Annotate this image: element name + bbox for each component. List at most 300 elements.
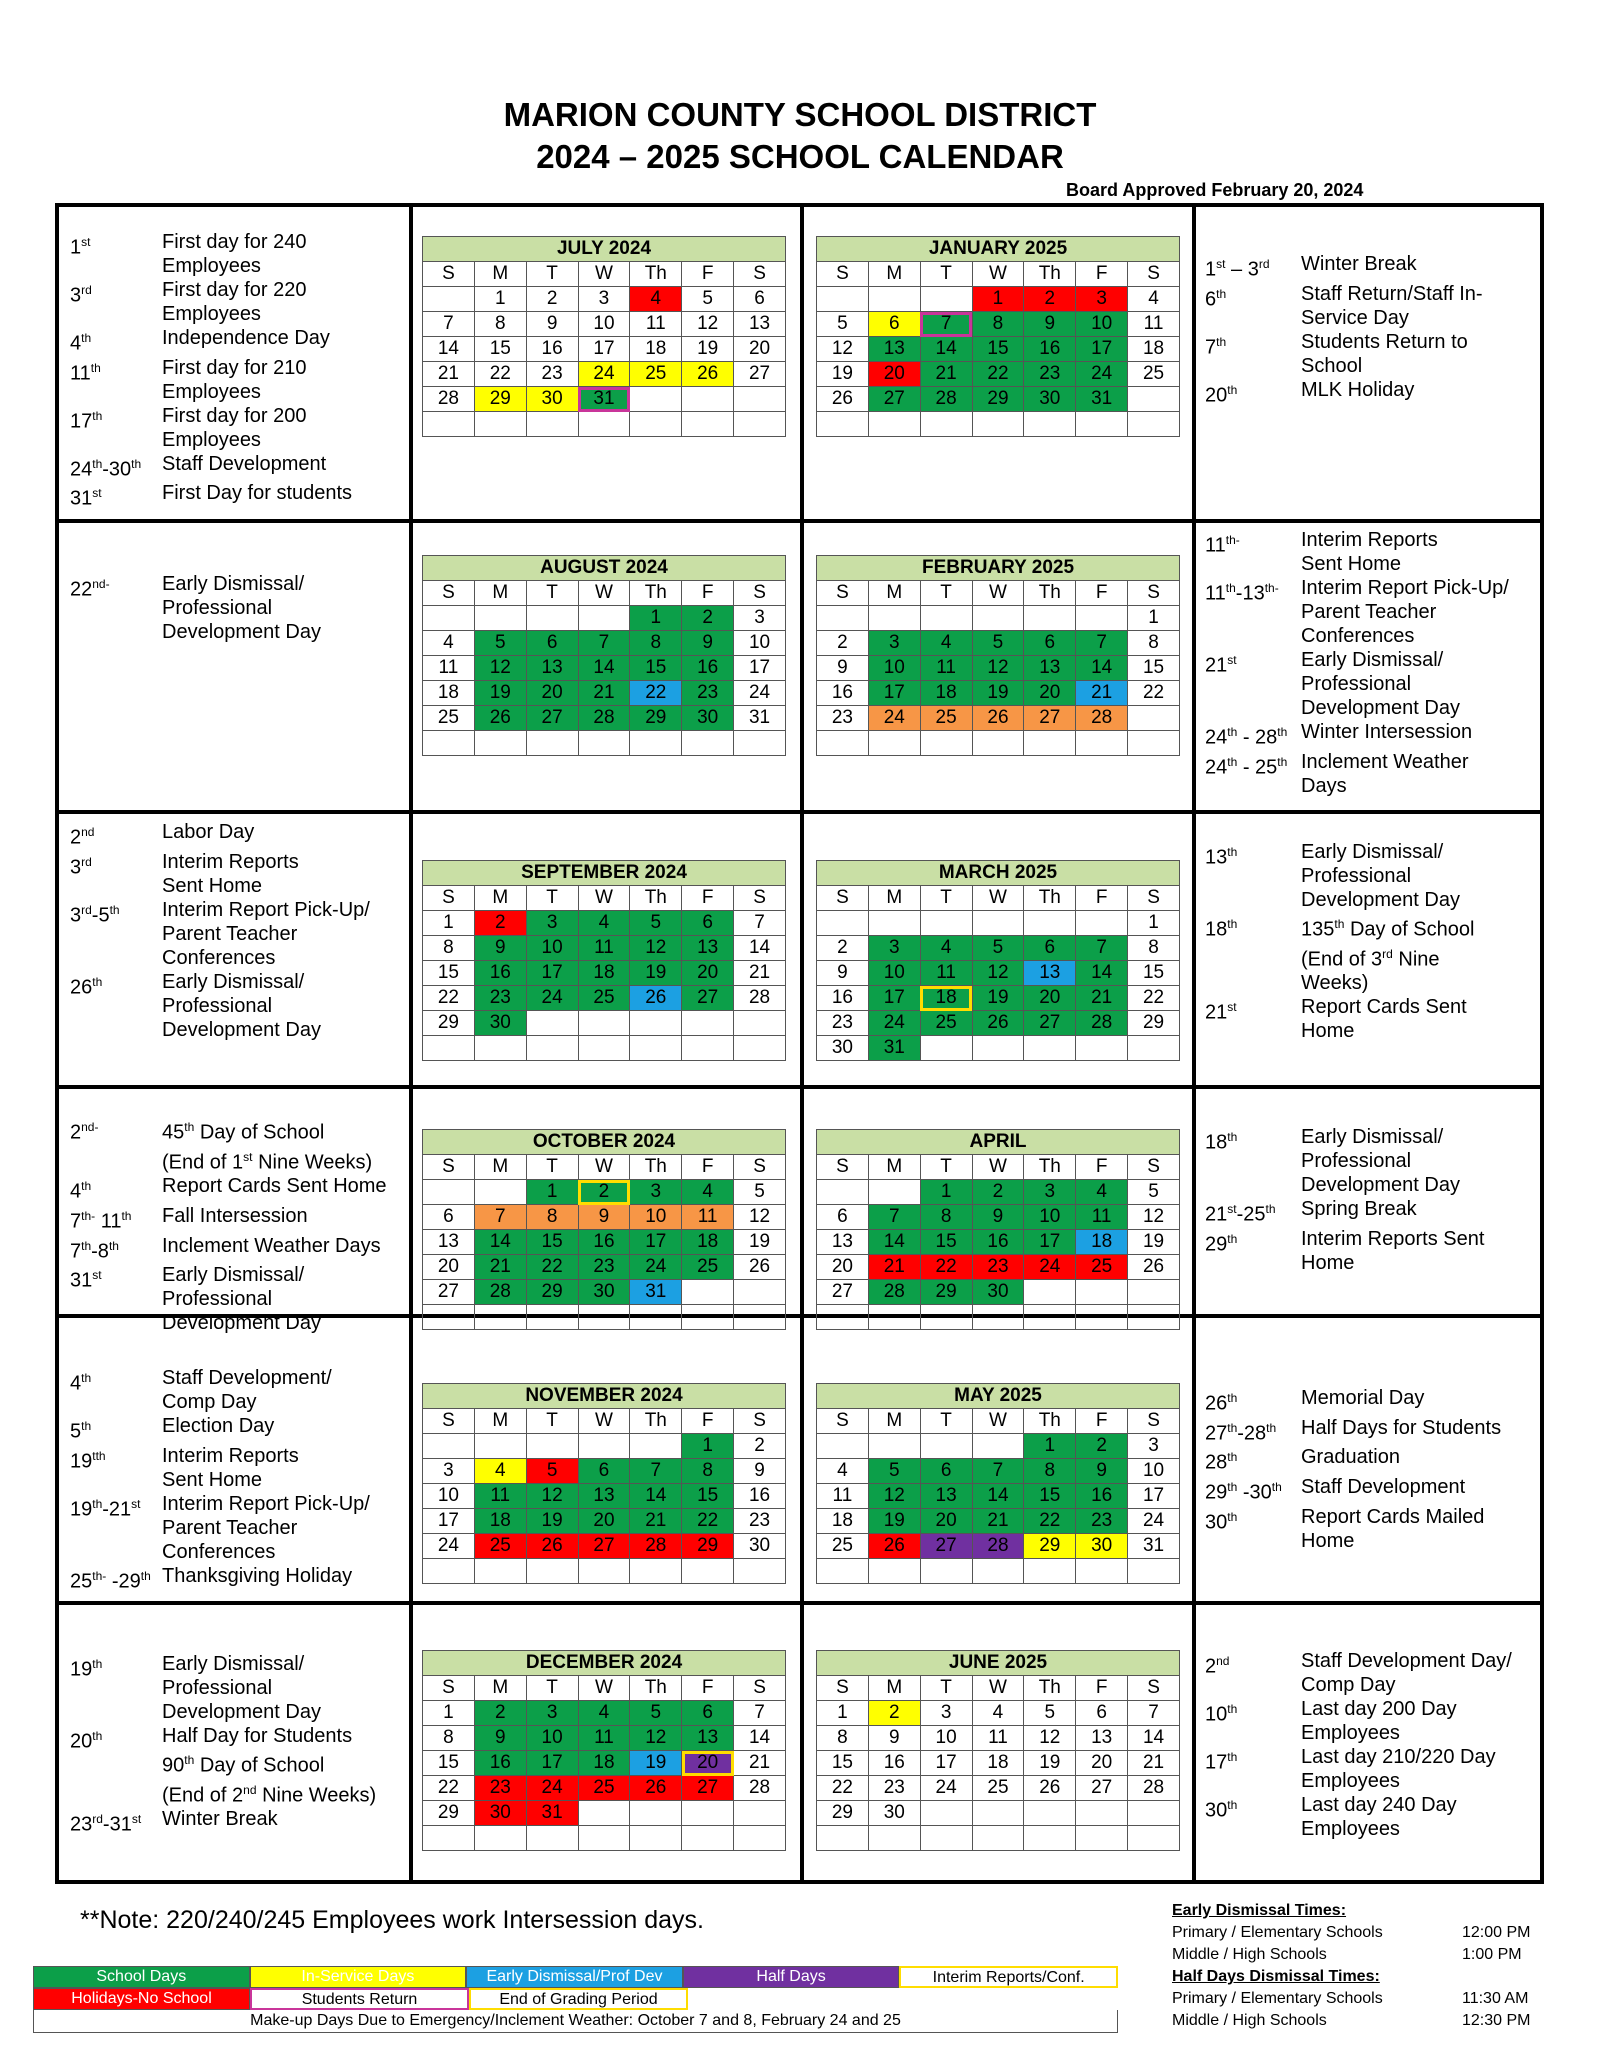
left-events-2 — [70, 820, 400, 1042]
day-15: 15 — [423, 961, 475, 986]
event-item: 26th Memorial Day — [1205, 1387, 1425, 1415]
day-30: 30 — [578, 1280, 630, 1305]
event-item: 3rd-5th Interim Report Pick-Up/ Parent Teacher Conferences — [70, 898, 370, 969]
day-11: 11 — [578, 1726, 630, 1751]
weekday-header: W — [578, 1676, 630, 1701]
month-title: SEPTEMBER 2024 — [422, 860, 786, 885]
empty-day — [578, 1434, 630, 1459]
empty-day — [868, 1434, 920, 1459]
day-25: 25 — [1076, 1255, 1128, 1280]
weekday-header: M — [868, 1155, 920, 1180]
calendar-mar — [816, 860, 1180, 1061]
empty-day — [578, 606, 630, 631]
day-1: 1 — [682, 1434, 734, 1459]
day-23: 23 — [578, 1255, 630, 1280]
calendar-feb — [816, 555, 1180, 756]
event-item: 20th MLK Holiday — [1205, 378, 1415, 407]
weekday-header: Th — [630, 1676, 682, 1701]
day-13: 13 — [1076, 1726, 1128, 1751]
day-29: 29 — [1128, 1011, 1180, 1036]
empty-day — [423, 1305, 475, 1330]
event-item: 7th Students Return to School — [1205, 330, 1468, 377]
day-4: 4 — [578, 911, 630, 936]
empty-day — [682, 1280, 734, 1305]
day-9: 9 — [1024, 312, 1076, 337]
day-11: 11 — [423, 656, 475, 681]
day-16: 16 — [682, 656, 734, 681]
day-29: 29 — [423, 1801, 475, 1826]
day-19: 19 — [734, 1230, 786, 1255]
empty-day — [526, 1559, 578, 1584]
empty-day — [920, 287, 972, 312]
weekday-header: S — [734, 262, 786, 287]
day-26: 26 — [972, 706, 1024, 731]
weekday-header: W — [578, 1409, 630, 1434]
empty-day — [1128, 1559, 1180, 1584]
day-12: 12 — [682, 312, 734, 337]
day-23: 23 — [526, 362, 578, 387]
legend-interim-reports: Interim Reports/Conf. — [899, 1966, 1118, 1988]
day-30: 30 — [526, 387, 578, 412]
day-4: 4 — [423, 631, 475, 656]
legend-inservice-days: In-Service Days — [250, 1966, 467, 1988]
day-12: 12 — [630, 1726, 682, 1751]
empty-day — [1076, 1305, 1128, 1330]
empty-day — [868, 1559, 920, 1584]
event-item: 10th Last day 200 Day Employees — [1205, 1698, 1457, 1744]
empty-day — [526, 731, 578, 756]
weekday-header: F — [682, 1409, 734, 1434]
weekday-header: S — [817, 581, 869, 606]
day-9: 9 — [526, 312, 578, 337]
day-14: 14 — [1076, 656, 1128, 681]
event-item: 1st – 3rd Winter Break — [1205, 253, 1417, 281]
event-item: 2nd Staff Development Day/ Comp Day — [1205, 1650, 1512, 1696]
empty-day — [630, 1305, 682, 1330]
calendar-jul — [422, 236, 786, 437]
day-23: 23 — [817, 706, 869, 731]
day-5: 5 — [868, 1459, 920, 1484]
weekday-header: T — [526, 1155, 578, 1180]
day-23: 23 — [474, 1776, 526, 1801]
weekday-header: Th — [630, 1409, 682, 1434]
time-value: 1:00 PM — [1462, 1946, 1522, 1963]
empty-day — [1024, 606, 1076, 631]
weekday-header: T — [920, 1409, 972, 1434]
weekday-header: T — [526, 581, 578, 606]
day-4: 4 — [682, 1180, 734, 1205]
event-item: 27th-28th Half Days for Students — [1205, 1416, 1502, 1445]
event-item: $11th-13^{th-}$ Interim Report Pick-Up/ Parent Teacher Conferences — [1205, 577, 1509, 647]
day-18: 18 — [972, 1751, 1024, 1776]
calendar-title: 2024 – 2025 SCHOOL CALENDAR — [536, 138, 1064, 175]
day-24: 24 — [526, 986, 578, 1011]
day-8: 8 — [526, 1205, 578, 1230]
day-9: 9 — [474, 1726, 526, 1751]
day-1: 1 — [423, 1701, 475, 1726]
empty-day — [682, 1801, 734, 1826]
day-17: 17 — [868, 986, 920, 1011]
empty-day — [1024, 1280, 1076, 1305]
weekday-header: M — [868, 1409, 920, 1434]
day-13: 13 — [682, 936, 734, 961]
day-30: 30 — [682, 706, 734, 731]
day-30: 30 — [972, 1280, 1024, 1305]
weekday-header: F — [682, 886, 734, 911]
weekday-header: F — [1076, 1409, 1128, 1434]
day-3: 3 — [423, 1459, 475, 1484]
day-27: 27 — [817, 1280, 869, 1305]
day-22: 22 — [1024, 1509, 1076, 1534]
empty-day — [734, 412, 786, 437]
weekday-header: S — [423, 886, 475, 911]
right-events-3 — [1205, 1125, 1535, 1275]
day-26: 26 — [1128, 1255, 1180, 1280]
day-26: 26 — [474, 706, 526, 731]
empty-day — [423, 731, 475, 756]
day-17: 17 — [526, 1751, 578, 1776]
day-17: 17 — [423, 1509, 475, 1534]
day-2: 2 — [682, 606, 734, 631]
day-21: 21 — [734, 1751, 786, 1776]
month-title: AUGUST 2024 — [422, 555, 786, 580]
day-8: 8 — [1128, 936, 1180, 961]
day-7: 7 — [972, 1459, 1024, 1484]
day-12: 12 — [1128, 1205, 1180, 1230]
day-9: 9 — [1076, 1459, 1128, 1484]
day-15: 15 — [972, 337, 1024, 362]
day-4: 4 — [578, 1701, 630, 1726]
calendar-jan — [816, 236, 1180, 437]
weekday-header: Th — [630, 886, 682, 911]
day-1: 1 — [817, 1701, 869, 1726]
day-26: 26 — [734, 1255, 786, 1280]
event-item: 21st Early Dismissal/ Professional Development Day — [1205, 649, 1460, 719]
day-15: 15 — [423, 1751, 475, 1776]
day-15: 15 — [630, 656, 682, 681]
day-31: 31 — [526, 1801, 578, 1826]
day-3: 3 — [1024, 1180, 1076, 1205]
day-21: 21 — [474, 1255, 526, 1280]
day-12: 12 — [972, 961, 1024, 986]
time-label: Middle / High Schools — [1172, 2012, 1327, 2029]
weekday-header: M — [868, 1676, 920, 1701]
weekday-header: S — [817, 1155, 869, 1180]
day-11: 11 — [578, 936, 630, 961]
day-14: 14 — [423, 337, 475, 362]
empty-day — [1128, 731, 1180, 756]
day-9: 9 — [868, 1726, 920, 1751]
day-28: 28 — [868, 1280, 920, 1305]
color-legend — [33, 1966, 1118, 2033]
day-10: 10 — [526, 936, 578, 961]
day-29: 29 — [682, 1534, 734, 1559]
empty-day — [920, 1801, 972, 1826]
day-7: 7 — [630, 1459, 682, 1484]
day-21: 21 — [423, 362, 475, 387]
day-15: 15 — [1128, 656, 1180, 681]
day-2: 2 — [734, 1434, 786, 1459]
day-18: 18 — [423, 681, 475, 706]
day-20: 20 — [578, 1509, 630, 1534]
weekday-header: T — [920, 1676, 972, 1701]
event-item: 2nd Labor Day — [70, 821, 255, 849]
day-26: 26 — [1024, 1776, 1076, 1801]
empty-day — [868, 287, 920, 312]
day-31: 31 — [1128, 1534, 1180, 1559]
empty-day — [526, 412, 578, 437]
day-1: 1 — [920, 1180, 972, 1205]
day-8: 8 — [1128, 631, 1180, 656]
district-title: MARION COUNTY SCHOOL DISTRICT — [503, 96, 1097, 133]
day-1: 1 — [1128, 911, 1180, 936]
empty-day — [526, 606, 578, 631]
day-6: 6 — [578, 1459, 630, 1484]
event-item: $19^{tth}$ Interim Reports Sent Home — [70, 1444, 299, 1491]
left-events-1 — [70, 572, 400, 644]
day-9: 9 — [972, 1205, 1024, 1230]
day-3: 3 — [868, 936, 920, 961]
event-item: 28th Graduation — [1205, 1446, 1400, 1474]
empty-day — [920, 606, 972, 631]
day-24: 24 — [868, 1011, 920, 1036]
day-19: 19 — [868, 1509, 920, 1534]
day-27: 27 — [868, 387, 920, 412]
day-4: 4 — [1128, 287, 1180, 312]
weekday-header: Th — [630, 1155, 682, 1180]
empty-day — [1128, 706, 1180, 731]
empty-day — [423, 1826, 475, 1851]
empty-day — [630, 1826, 682, 1851]
day-6: 6 — [682, 911, 734, 936]
day-11: 11 — [1076, 1205, 1128, 1230]
weekday-header: M — [868, 262, 920, 287]
empty-day — [817, 911, 869, 936]
empty-day — [578, 1801, 630, 1826]
empty-day — [817, 1434, 869, 1459]
day-19: 19 — [1024, 1751, 1076, 1776]
day-17: 17 — [630, 1230, 682, 1255]
empty-day — [920, 1826, 972, 1851]
day-17: 17 — [734, 656, 786, 681]
empty-day — [972, 412, 1024, 437]
day-22: 22 — [682, 1509, 734, 1534]
weekday-header: F — [682, 581, 734, 606]
day-30: 30 — [734, 1534, 786, 1559]
day-7: 7 — [578, 631, 630, 656]
empty-day — [868, 731, 920, 756]
empty-day — [423, 412, 475, 437]
day-25: 25 — [423, 706, 475, 731]
day-13: 13 — [868, 337, 920, 362]
empty-day — [817, 1826, 869, 1851]
weekday-header: S — [734, 1155, 786, 1180]
time-value: 11:30 AM — [1462, 1990, 1529, 2007]
day-3: 3 — [868, 631, 920, 656]
day-5: 5 — [734, 1180, 786, 1205]
day-18: 18 — [920, 986, 972, 1011]
right-events-2 — [1205, 840, 1535, 1043]
day-12: 12 — [972, 656, 1024, 681]
day-22: 22 — [423, 1776, 475, 1801]
day-16: 16 — [1076, 1484, 1128, 1509]
half-day-times-title: Half Days Dismissal Times: — [1172, 1968, 1380, 1985]
legend-early-dismissal: Early Dismissal/Prof Dev — [466, 1966, 683, 1988]
weekday-header: W — [972, 262, 1024, 287]
day-5: 5 — [630, 1701, 682, 1726]
empty-day — [578, 1826, 630, 1851]
empty-day — [972, 1434, 1024, 1459]
time-value: 12:30 PM — [1462, 2012, 1531, 2029]
empty-day — [1024, 1036, 1076, 1061]
event-item: 4th Staff Development/ Comp Day — [70, 1367, 332, 1413]
calendar-nov — [422, 1383, 786, 1584]
event-item: 30th Report Cards Mailed Home — [1205, 1505, 1485, 1552]
day-26: 26 — [972, 1011, 1024, 1036]
day-3: 3 — [630, 1180, 682, 1205]
day-22: 22 — [920, 1255, 972, 1280]
day-8: 8 — [682, 1459, 734, 1484]
empty-day — [630, 1036, 682, 1061]
event-item: $25^{th-}$ -29th Thanksgiving Holiday — [70, 1564, 353, 1593]
event-item: 19th-21st Interim Report Pick-Up/ Parent Teacher Conferences — [70, 1492, 370, 1563]
event-item: 20th Half Day for Students 90th Day of School (End of 2nd Nine Weeks) — [70, 1725, 377, 1807]
empty-day — [474, 412, 526, 437]
day-12: 12 — [734, 1205, 786, 1230]
weekday-header: T — [920, 886, 972, 911]
day-9: 9 — [817, 656, 869, 681]
weekday-header: S — [423, 1409, 475, 1434]
day-11: 11 — [972, 1726, 1024, 1751]
empty-day — [423, 1180, 475, 1205]
event-item: 11th First day for 210 Employees — [70, 356, 307, 403]
legend-end-of-grading: End of Grading Period — [469, 1988, 688, 2010]
empty-day — [972, 1036, 1024, 1061]
day-25: 25 — [920, 1011, 972, 1036]
month-title: OCTOBER 2024 — [422, 1129, 786, 1154]
day-27: 27 — [578, 1534, 630, 1559]
weekday-header: T — [920, 262, 972, 287]
day-28: 28 — [734, 1776, 786, 1801]
empty-day — [817, 1180, 869, 1205]
day-29: 29 — [630, 706, 682, 731]
empty-day — [1024, 1801, 1076, 1826]
day-2: 2 — [578, 1180, 630, 1205]
day-29: 29 — [526, 1280, 578, 1305]
empty-day — [474, 1826, 526, 1851]
day-17: 17 — [920, 1751, 972, 1776]
day-15: 15 — [817, 1751, 869, 1776]
day-18: 18 — [817, 1509, 869, 1534]
month-title: FEBRUARY 2025 — [816, 555, 1180, 580]
empty-day — [474, 1434, 526, 1459]
day-28: 28 — [578, 706, 630, 731]
empty-day — [817, 287, 869, 312]
weekday-header: W — [578, 886, 630, 911]
empty-day — [817, 412, 869, 437]
day-29: 29 — [474, 387, 526, 412]
empty-day — [972, 1826, 1024, 1851]
day-18: 18 — [474, 1509, 526, 1534]
empty-day — [474, 1559, 526, 1584]
day-13: 13 — [920, 1484, 972, 1509]
empty-day — [1024, 731, 1076, 756]
empty-day — [1076, 412, 1128, 437]
day-30: 30 — [868, 1801, 920, 1826]
day-20: 20 — [920, 1509, 972, 1534]
month-title: JANUARY 2025 — [816, 236, 1180, 261]
empty-day — [423, 1434, 475, 1459]
day-4: 4 — [972, 1701, 1024, 1726]
day-10: 10 — [630, 1205, 682, 1230]
day-1: 1 — [972, 287, 1024, 312]
day-14: 14 — [630, 1484, 682, 1509]
weekday-header: S — [423, 262, 475, 287]
weekday-header: S — [734, 886, 786, 911]
day-17: 17 — [1128, 1484, 1180, 1509]
day-12: 12 — [526, 1484, 578, 1509]
day-6: 6 — [682, 1701, 734, 1726]
event-item: 19th Early Dismissal/ Professional Development Day — [70, 1653, 321, 1723]
empty-day — [682, 1826, 734, 1851]
empty-day — [868, 412, 920, 437]
day-5: 5 — [526, 1459, 578, 1484]
day-17: 17 — [1076, 337, 1128, 362]
day-27: 27 — [682, 986, 734, 1011]
empty-day — [682, 731, 734, 756]
empty-day — [1128, 1801, 1180, 1826]
day-21: 21 — [734, 961, 786, 986]
event-item: 24th-30th Staff Development — [70, 452, 327, 481]
day-17: 17 — [868, 681, 920, 706]
right-events-1 — [1205, 528, 1535, 798]
event-item: 29th -30th Staff Development — [1205, 1475, 1466, 1504]
day-25: 25 — [682, 1255, 734, 1280]
empty-day — [734, 731, 786, 756]
day-2: 2 — [972, 1180, 1024, 1205]
day-13: 13 — [1024, 961, 1076, 986]
day-20: 20 — [1076, 1751, 1128, 1776]
event-item: 5th Election Day — [70, 1415, 275, 1443]
day-25: 25 — [578, 986, 630, 1011]
day-10: 10 — [1076, 312, 1128, 337]
day-20: 20 — [868, 362, 920, 387]
day-21: 21 — [868, 1255, 920, 1280]
day-19: 19 — [972, 986, 1024, 1011]
month-title: MAY 2025 — [816, 1383, 1180, 1408]
day-2: 2 — [474, 911, 526, 936]
day-2: 2 — [1024, 287, 1076, 312]
day-25: 25 — [1128, 362, 1180, 387]
event-item: 30th Last day 240 Day Employees — [1205, 1794, 1457, 1840]
weekday-header: T — [526, 1409, 578, 1434]
event-item: 17th Last day 210/220 Day Employees — [1205, 1746, 1496, 1792]
empty-day — [423, 1036, 475, 1061]
day-12: 12 — [630, 936, 682, 961]
weekday-header: W — [972, 1676, 1024, 1701]
board-approved-date: Board Approved February 20, 2024 — [1066, 180, 1364, 200]
day-5: 5 — [972, 631, 1024, 656]
empty-day — [630, 731, 682, 756]
day-31: 31 — [578, 387, 630, 412]
day-24: 24 — [1024, 1255, 1076, 1280]
day-10: 10 — [1024, 1205, 1076, 1230]
day-17: 17 — [1024, 1230, 1076, 1255]
day-27: 27 — [526, 706, 578, 731]
day-3: 3 — [526, 911, 578, 936]
day-27: 27 — [1076, 1776, 1128, 1801]
calendar-oct — [422, 1129, 786, 1330]
